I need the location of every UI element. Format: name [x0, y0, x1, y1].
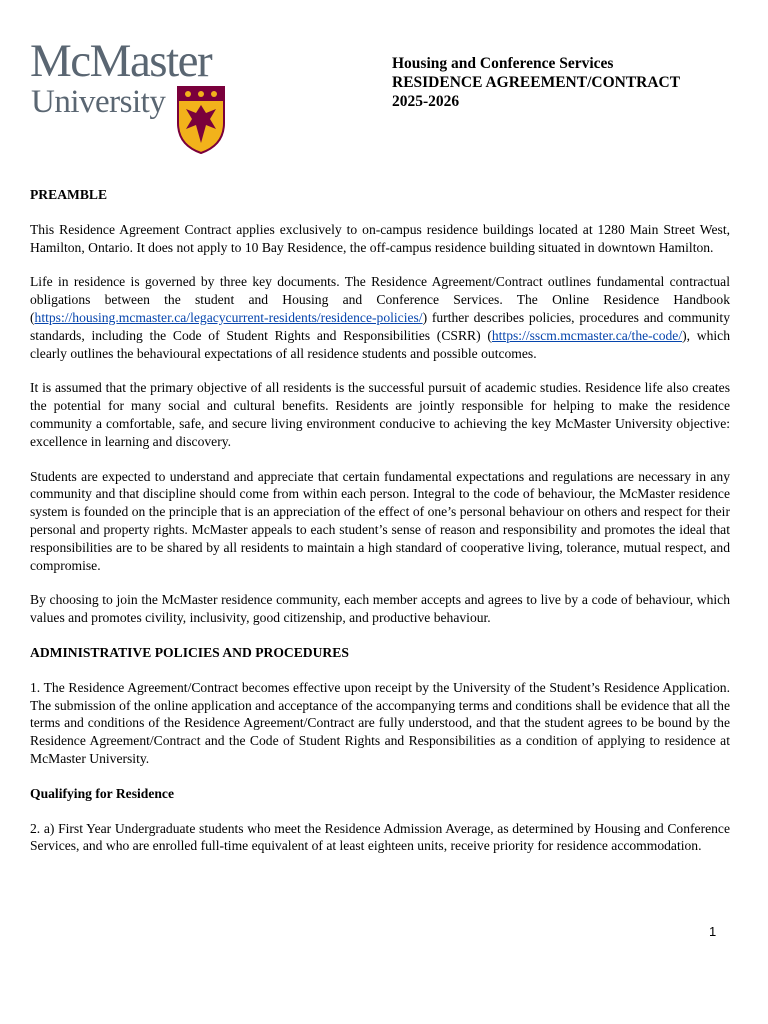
preamble-p2-text-c: ), which clearly outlines the behavioural expectations of all residence students and possible outcomes. — [30, 327, 730, 361]
qualifying-heading: Qualifying for Residence — [30, 785, 174, 801]
student-code-link[interactable]: https://sscm.mcmaster.ca/the-code/ — [491, 327, 683, 343]
mcmaster-crest-icon — [176, 85, 226, 155]
header-document-title: RESIDENCE AGREEMENT/CONTRACT — [392, 74, 681, 91]
admin-heading: ADMINISTRATIVE POLICIES AND PROCEDURES — [30, 644, 349, 660]
residence-policies-link[interactable]: https://housing.mcmaster.ca/legacycurrent-residents/residence-policies/ — [34, 309, 423, 325]
admin-paragraph-1: 1. The Residence Agreement/Contract becomes effective upon receipt by the University of the Student’s Residence Application. The submission of the online application and acceptance of the accompanying terms and conditions shall be evidence that all the terms and conditions of the Residence Agreement/Contract are fully understood, and that the student agrees to be bound by the Residence Agreement/Contract and the Code of Student Rights and Responsibilities as a condition of applying to residence at McMaster University. — [30, 679, 730, 766]
mcmaster-logo — [30, 35, 230, 158]
preamble-paragraph-1: This Residence Agreement Contract applies exclusively to on-campus residence buildings located at 1280 Main Street West, Hamilton, Ontario. It does not apply to 10 Bay Residence, the off-campus residence building situated in downtown Hamilton. — [30, 221, 730, 255]
preamble-p2-text-a: Life in residence is governed by three key documents. The Residence Agreement/Contract outlines fundamental contractual obligations between the student and Housing and Conference Services. The Online Residence Handbook ( — [30, 274, 730, 325]
preamble-paragraph-2 — [30, 273, 730, 362]
header-department: Housing and Conference Services — [392, 55, 614, 72]
preamble-paragraph-4: Students are expected to understand and appreciate that certain fundamental expectations and regulations are necessary in any community and that discipline should come from within each person. Integral to the code of behaviour, the McMaster residence system is founded on the principle that is an appreciation of the effect of one’s personal behaviour on others and respect for their personal and property rights. McMaster appeals to each student’s sense of reason and responsibility and promotes the ideal that responsibilities are to be shared by all residents to maintain a high standard of cooperative living, tolerance, mutual respect, and compromise. — [30, 468, 730, 573]
header-year: 2025-2026 — [392, 93, 460, 110]
logo-wordmark-university: University — [31, 84, 166, 120]
preamble-paragraph-5: By choosing to join the McMaster residence community, each member accepts and agrees to live by a code of behaviour, which values and promotes civility, inclusivity, good citizenship, and productive behaviour. — [30, 592, 730, 626]
page-number: 1 — [709, 924, 717, 939]
qualifying-paragraph-1: 2. a) First Year Undergraduate students who meet the Residence Admission Average, as determined by Housing and Conference Services, and who are enrolled full-time equivalent of at least eighteen units, receive priority for residence accommodation. — [30, 820, 730, 854]
preamble-paragraph-3: It is assumed that the primary objective of all residents is the successful pursuit of academic studies. Residence life also creates the potential for many social and cultural benefits. Residents are jointly responsible for helping to make the residence community a comfortable, safe, and secure living environment conducive to achieving the key McMaster University objective: excellence in learning and discovery. — [30, 380, 730, 449]
logo-wordmark-mcmaster: McMaster — [30, 35, 212, 87]
preamble-p2-text-b: ) further describes policies, procedures and community standards, including the Code of Student Rights and Responsibilities (CSRR) ( — [30, 309, 730, 343]
preamble-heading: PREAMBLE — [30, 187, 108, 202]
document-body — [30, 186, 730, 872]
document-header — [392, 54, 680, 111]
